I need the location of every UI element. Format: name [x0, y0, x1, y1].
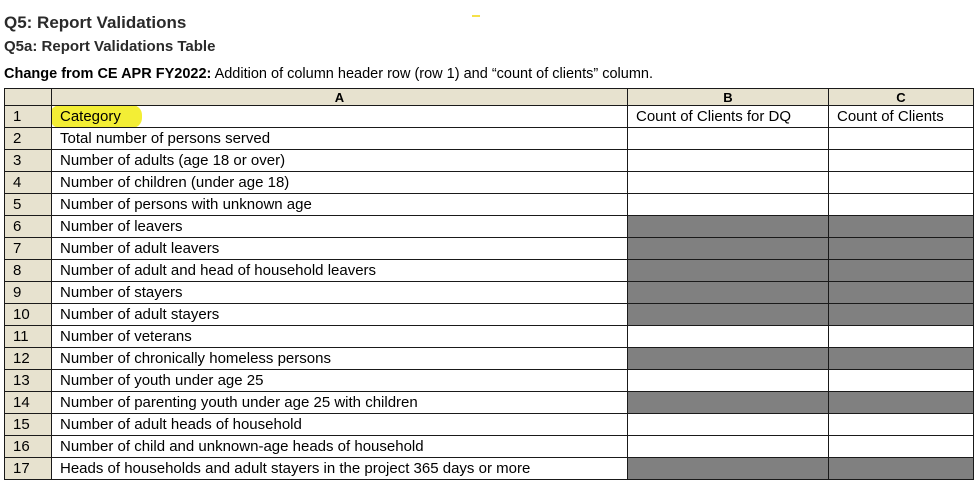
table-row [5, 282, 974, 304]
row-number: 12 [5, 348, 52, 370]
category-cell: Number of children (under age 18) [52, 172, 628, 194]
column-letter-c: C [829, 89, 974, 106]
shaded-cell-b [628, 238, 829, 260]
table-row [5, 436, 974, 458]
header-row [5, 106, 974, 128]
row-number: 14 [5, 392, 52, 414]
table-subheading: Q5a: Report Validations Table [4, 38, 216, 55]
category-cell: Number of youth under age 25 [52, 370, 628, 392]
shaded-cell-c [829, 238, 974, 260]
empty-cell-c [829, 326, 974, 348]
category-header [52, 106, 628, 128]
category-cell: Number of child and unknown-age heads of household [52, 436, 628, 458]
column-letter-b: B [628, 89, 829, 106]
shaded-cell-c [829, 304, 974, 326]
report-validations-table [4, 88, 974, 480]
empty-cell-b [628, 150, 829, 172]
category-cell: Number of adult and head of household leavers [52, 260, 628, 282]
category-cell: Number of leavers [52, 216, 628, 238]
empty-cell-b [628, 128, 829, 150]
category-cell: Number of persons with unknown age [52, 194, 628, 216]
category-cell: Number of adult stayers [52, 304, 628, 326]
category-cell: Total number of persons served [52, 128, 628, 150]
table-row [5, 392, 974, 414]
shaded-cell-b [628, 260, 829, 282]
row-number: 5 [5, 194, 52, 216]
highlighted-category: Category [60, 107, 121, 125]
empty-cell-b [628, 194, 829, 216]
shaded-cell-b [628, 216, 829, 238]
count-clients-header: Count of Clients [829, 106, 974, 128]
corner-cell [5, 89, 52, 106]
table-row [5, 216, 974, 238]
shaded-cell-c [829, 282, 974, 304]
shaded-cell-b [628, 282, 829, 304]
empty-cell-c [829, 150, 974, 172]
shaded-cell-c [829, 458, 974, 480]
column-letter-a: A [52, 89, 628, 106]
table-row [5, 128, 974, 150]
table-row [5, 370, 974, 392]
empty-cell-c [829, 370, 974, 392]
table-row [5, 414, 974, 436]
table-row [5, 260, 974, 282]
table-row [5, 458, 974, 480]
table-row [5, 172, 974, 194]
table-row [5, 348, 974, 370]
table-row [5, 194, 974, 216]
empty-cell-b [628, 414, 829, 436]
table-row [5, 326, 974, 348]
row-number: 2 [5, 128, 52, 150]
table-row [5, 150, 974, 172]
row-number: 15 [5, 414, 52, 436]
row-number: 7 [5, 238, 52, 260]
category-cell: Number of veterans [52, 326, 628, 348]
category-cell: Number of parenting youth under age 25 with children [52, 392, 628, 414]
empty-cell-b [628, 370, 829, 392]
category-cell: Number of adult heads of household [52, 414, 628, 436]
shaded-cell-c [829, 216, 974, 238]
row-number: 1 [5, 106, 52, 128]
shaded-cell-b [628, 392, 829, 414]
category-cell: Number of adults (age 18 or over) [52, 150, 628, 172]
count-clients-dq-header: Count of Clients for DQ [628, 106, 829, 128]
table-row [5, 238, 974, 260]
category-cell: Number of adult leavers [52, 238, 628, 260]
empty-cell-b [628, 172, 829, 194]
shaded-cell-c [829, 348, 974, 370]
row-number: 17 [5, 458, 52, 480]
shaded-cell-c [829, 260, 974, 282]
shaded-cell-b [628, 348, 829, 370]
row-number: 10 [5, 304, 52, 326]
stray-highlight-mark [472, 15, 480, 17]
empty-cell-c [829, 414, 974, 436]
change-note [4, 64, 653, 84]
empty-cell-c [829, 194, 974, 216]
shaded-cell-c [829, 392, 974, 414]
category-cell: Heads of households and adult stayers in the project 365 days or more [52, 458, 628, 480]
shaded-cell-b [628, 458, 829, 480]
table-row [5, 304, 974, 326]
page-heading: Q5: Report Validations [4, 13, 187, 32]
category-cell: Number of stayers [52, 282, 628, 304]
change-note-label: Change from CE APR FY2022: [4, 66, 212, 82]
category-cell: Number of chronically homeless persons [52, 348, 628, 370]
empty-cell-c [829, 128, 974, 150]
row-number: 11 [5, 326, 52, 348]
empty-cell-c [829, 436, 974, 458]
change-note-text: Addition of column header row (row 1) and “count of clients” column. [211, 66, 654, 82]
row-number: 16 [5, 436, 52, 458]
row-number: 9 [5, 282, 52, 304]
row-number: 13 [5, 370, 52, 392]
row-number: 3 [5, 150, 52, 172]
empty-cell-c [829, 172, 974, 194]
row-number: 6 [5, 216, 52, 238]
column-letter-row [5, 89, 974, 106]
row-number: 4 [5, 172, 52, 194]
shaded-cell-b [628, 304, 829, 326]
empty-cell-b [628, 436, 829, 458]
row-number: 8 [5, 260, 52, 282]
empty-cell-b [628, 326, 829, 348]
